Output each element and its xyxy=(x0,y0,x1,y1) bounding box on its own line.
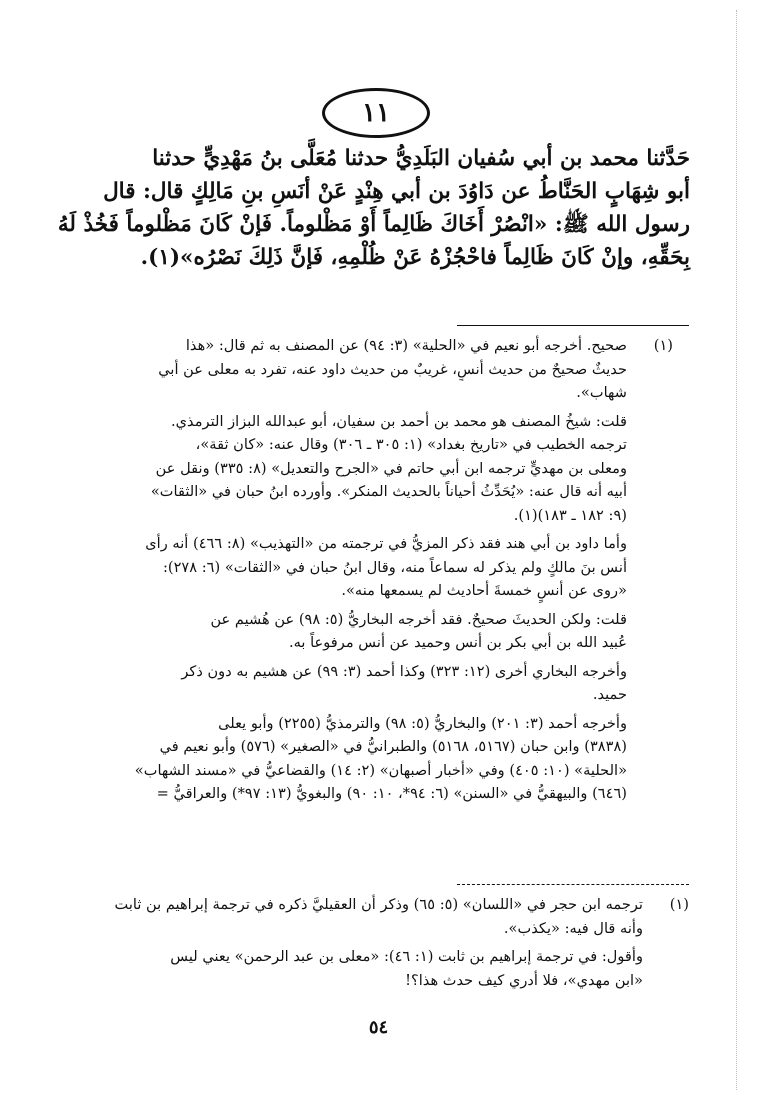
footnote-paragraph xyxy=(80,893,643,940)
footnote-1 xyxy=(72,334,673,811)
footnote-line: قلت: شيخُ المصنف هو محمد بن أحمد بن سفيان، أبو عبدالله البزاز الترمذي. xyxy=(171,412,627,430)
footnote-line: وأقول: في ترجمة إبراهيم بن ثابت (١: ٤٦): «معلى بن عبد الرحمن» يعني ليس xyxy=(170,948,643,965)
footnote-line: ترجمه الخطيب في «تاريخ بغداد» (١: ٣٠٥ ـ ٣٠٦) وقال عنه: «كان ثقة»، xyxy=(195,436,627,453)
hadith-line: رسول الله ﷺ: «انْصُرْ أَخَاكَ ظَالِماً أَوْ مَظْلوماً. فَإنْ كَانَ مَظْلوماً فَخُذْ لَهُ xyxy=(57,212,690,237)
footnote-paragraph xyxy=(72,660,627,707)
footnote-line: حميد. xyxy=(592,686,627,703)
footnote-marker: (١) xyxy=(669,896,689,913)
footnote-line: وأخرجه أحمد (٣: ٢٠١) والبخاريُّ (٥: ٩٨) والترمذيُّ (٢٢٥٥) وأبو يعلى xyxy=(218,714,627,732)
footnote-line: وأخرجه البخاري أخرى (١٢: ٣٢٣) وكذا أحمد (٣: ٩٩) عن هشيم به دون ذكر xyxy=(181,662,627,680)
footnote-line: ترجمه ابن حجر في «اللسان» (٥: ٦٥) وذكر أن العقيليَّ ذكره في ترجمة إبراهيم بن ثابت xyxy=(114,896,643,913)
hadith-line: حَدَّثنا محمد بن أبي سُفيان البَلَدِيُّ حدثنا مُعَلَّى بنُ مَهْدِيٍّ حدثنا xyxy=(152,146,690,171)
footnote-line: «الحلية» (١٠: ٤٠٥) وفي «أخبار أصبهان» (٢: ١٤) والقضاعيُّ في «مسند الشهاب» xyxy=(134,761,627,779)
footnote-line: (٩: ١٨٢ ـ ١٨٣)(١). xyxy=(513,506,627,524)
hadith-line: أبو شِهَابٍ الحَنَّاطُ عن دَاوُدَ بن أبي هِنْدٍ عَنْ أنَسِ بنِ مَالِكٍ قال: قال xyxy=(103,179,690,204)
footnote-line: وأنه قال فيه: «يكذب». xyxy=(503,919,643,937)
footnote-line: ومعلى بن مهديٍّ ترجمه ابن أبي حاتم في «الجرح والتعديل» (٨: ٣٣٥) ونقل عن xyxy=(155,459,627,477)
footnote-paragraph xyxy=(80,945,643,992)
footnote-2 xyxy=(80,893,689,997)
footnote-line: أبيه أنه قال عنه: «يُحَدِّثُ أحياناً بالحديث المنكر». وأورده ابنُ حبان في «الثقات» xyxy=(150,483,627,500)
footnote-line: «ابن مهدي»، فلا أدري كيف حدث هذا؟! xyxy=(405,971,643,989)
footnote-line: صحيح. أخرجه أبو نعيم في «الحلية» (٣: ٩٤) عن المصنف به ثم قال: «هذا xyxy=(185,337,627,354)
footnote-line: حديثٌ صحيحٌ من حديث أنسٍ، غريبٌ من حديث داود عنه، تفرد به معلى عن أبي xyxy=(158,360,627,378)
hadith-number: ١١ xyxy=(362,98,390,128)
margin-dots xyxy=(736,10,741,1090)
hadith-number-badge xyxy=(322,88,430,138)
footnote-line: (٣٨٣٨) وابن حبان (٥١٦٧، ٥١٦٨) والطبرانيُّ في «الصغير» (٥٧٦) وأبو نعيم في xyxy=(159,738,627,755)
footnote-line: عُبيد الله بن أبي بكر بن أنس وحميد عن أنس مرفوعاً به. xyxy=(288,634,627,651)
footnote-line: شهاب». xyxy=(576,384,627,401)
hadith-text xyxy=(57,142,690,274)
footnote-paragraph xyxy=(72,608,627,655)
sub-footnote-separator xyxy=(457,884,689,885)
footnote-paragraph xyxy=(72,712,627,806)
footnote-line: «روى عن أنسٍ خمسةَ أحاديث لم يسمعها منه». xyxy=(341,582,627,599)
footnote-separator xyxy=(457,325,689,326)
footnote-paragraph xyxy=(72,532,627,603)
footnote-line: (٦٤٦) والبيهقيُّ في «السنن» (٦: ٩٤*، ١٠: ٩٠) والبغويُّ (١٣: ٩٧*) والعراقيُّ = xyxy=(156,785,627,802)
page-number: ٥٤ xyxy=(368,1017,389,1038)
footnote-marker: (١) xyxy=(653,337,673,354)
footnote-line: أنس بنَ مالكٍ ولم يذكر له سماعاً منه، وقال ابنُ حبان في «الثقات» (٦: ٢٧٨): xyxy=(162,558,627,576)
footnote-line: قلت: ولكن الحديثَ صحيحٌ. فقد أخرجه البخاريُّ (٥: ٩٨) عن هُشيم عن xyxy=(210,610,627,628)
hadith-line: بِحَقِّهِ، وإنْ كَانَ ظَالِماً فاحْجُزْهُ عَنْ ظُلْمِهِ، فَإنَّ ذَلِكَ نَصْرُه»(١). xyxy=(140,245,690,270)
footnote-paragraph xyxy=(72,410,627,528)
footnote-paragraph xyxy=(72,334,627,405)
footnote-line: وأما داود بن أبي هند فقد ذكر المزيُّ في ترجمته من «التهذيب» (٨: ٤٦٦) أنه رأى xyxy=(145,535,627,552)
